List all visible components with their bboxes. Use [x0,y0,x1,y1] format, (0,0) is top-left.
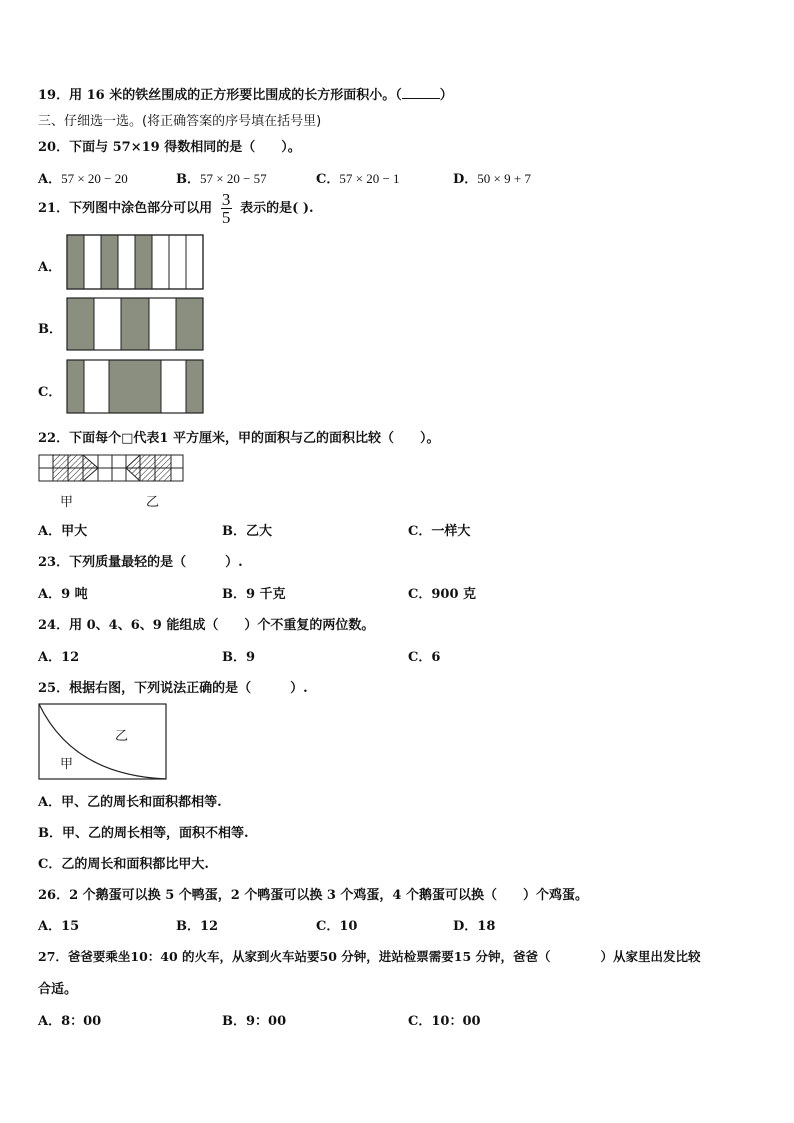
option-d[interactable]: D．18 [453,919,496,934]
option-c[interactable]: C．10：00 [408,1014,481,1029]
question-19: 19．用 16 米的铁丝围成的正方形要比围成的长方形面积小。（ ） [38,88,453,103]
question-19-text: 19．用 16 米的铁丝围成的正方形要比围成的长方形面积小。（ [38,88,402,103]
option-a[interactable]: A． [38,260,62,275]
figure-b [66,297,206,352]
figure-a [66,234,206,290]
option-a[interactable]: A．甲、乙的周长和面积都相等. [38,795,222,810]
option-d[interactable]: D．50 × 9 + 7 [453,171,531,187]
section-heading: 三、仔细选一选。(将正确答案的序号填在括号里) [38,114,322,129]
option-c[interactable]: C．6 [408,650,441,665]
question-27-continued: 合适。 [38,982,78,997]
curve-figure [38,703,168,781]
label-jia: 甲 [60,495,74,510]
option-b[interactable]: B．9 [222,650,256,665]
question-25: 25．根据右图，下列说法正确的是（ ）. [38,681,308,696]
option-a[interactable]: A．甲大 [38,524,88,539]
question-27: 27．爸爸要乘坐10：40 的火车，从家到火车站要50 分钟，进站检票需要15 分钟，爸爸（ ）从家里出发比较 [38,949,701,964]
option-c[interactable]: C．57 × 20 − 1 [316,171,400,187]
fraction: $\frac{3}{5}$ [221,190,231,227]
option-a[interactable]: A．57 × 20 − 20 [38,171,128,187]
option-b[interactable]: B． [38,322,62,337]
question-22: 22．下面每个□代表1 平方厘米，甲的面积与乙的面积比较（ ）。 [38,431,440,446]
question-23: 23．下列质量最轻的是（ ）. [38,555,243,570]
option-c[interactable]: C．乙的周长和面积都比甲大. [38,857,209,872]
question-26: 26．2 个鹅蛋可以换 5 个鸭蛋，2 个鸭蛋可以换 3 个鸡蛋，4 个鹅蛋可以换（ ）个鸡蛋。 [38,888,588,903]
option-a[interactable]: A．15 [38,919,80,934]
option-c[interactable]: C．一样大 [408,524,471,539]
option-b[interactable]: B．9 千克 [222,587,286,602]
option-b[interactable]: B．甲、乙的周长相等，面积不相等. [38,826,249,841]
question-20: 20．下面与 57×19 得数相同的是（ ）。 [38,140,301,155]
option-c[interactable]: C．10 [316,919,358,934]
option-b[interactable]: B．12 [176,919,219,934]
label-yi: 乙 [146,495,160,510]
option-b[interactable]: B．乙大 [222,524,272,539]
option-a[interactable]: A．12 [38,650,80,665]
answer-blank[interactable] [402,87,440,99]
grid-figure [38,454,188,484]
label-jia: 甲 [60,757,74,772]
option-c[interactable]: C． [38,385,62,400]
option-c[interactable]: C．900 克 [408,587,477,602]
option-a[interactable]: A．9 吨 [38,587,88,602]
option-a[interactable]: A．8：00 [38,1014,102,1029]
question-21: 21．下列图中涂色部分可以用 $\frac{3}{5}$ 表示的是( ). [38,190,314,227]
question-24: 24．用 0、4、6、9 能组成（ ）个不重复的两位数。 [38,618,375,633]
option-b[interactable]: B．57 × 20 − 57 [176,171,267,187]
figure-c [66,359,206,415]
label-yi: 乙 [115,729,129,744]
option-b[interactable]: B．9：00 [222,1014,287,1029]
